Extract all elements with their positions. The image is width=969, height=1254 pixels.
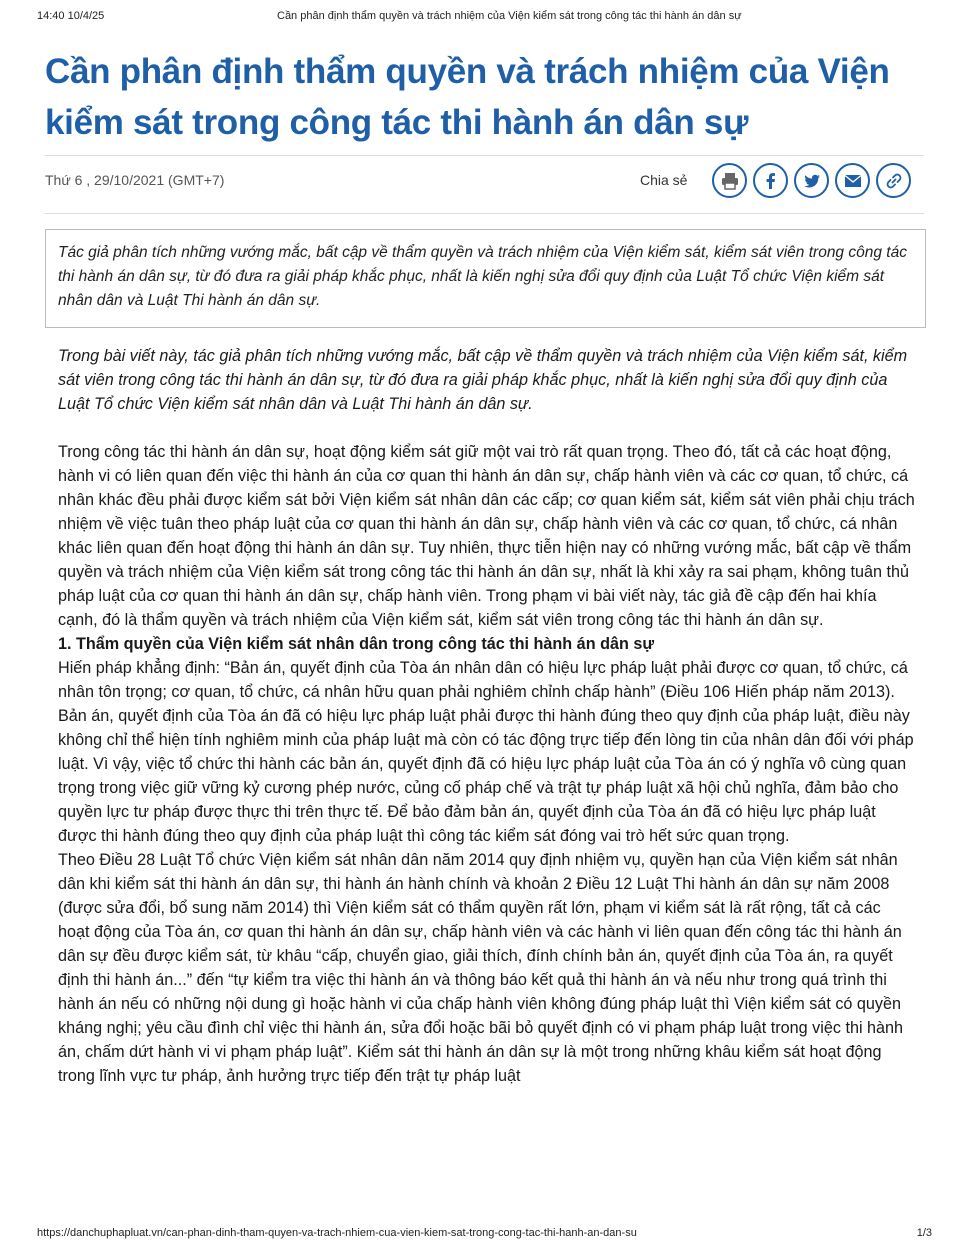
- article-body: [58, 344, 916, 1088]
- twitter-icon: [802, 171, 822, 191]
- twitter-share-button[interactable]: [794, 163, 829, 198]
- article-paragraph: Theo Điều 28 Luật Tổ chức Viện kiểm sát nhân dân năm 2014 quy định nhiệm vụ, quyền hạn của Viện kiểm sát nhân dân khi kiểm sát thi hành án dân sự, thi hành án hành chính và khoản 2 Điều 12 Luật Thi hành án dân sự năm 2008 (được sửa đổi, bổ sung năm 2014) thì Viện kiểm sát có thẩm quyền rất lớn, phạm vi kiểm sát là rất rộng, tất cả các hoạt động của Tòa án, cơ quan thi hành án dân sự, chấp hành viên và các hành vi liên quan đến công tác thi hành án dân sự đều được kiểm sát, từ khâu “cấp, chuyển giao, giải thích, đính chính bản án, quyết định của Tòa án, ra quyết định thi hành án...” đến “tự kiểm tra việc thi hành án và thông báo kết quả thi hành án và nếu như trong quá trình thi hành án nếu có những nội dung gì hoặc hành vi của chấp hành viên không đúng pháp luật thì Viện kiểm sát có quyền kháng nghị; yêu cầu đình chỉ việc thi hành án, sửa đổi hoặc bãi bỏ quyết định có vi phạm pháp luật trong việc thi hành án, chấm dứt hành vi vi phạm pháp luật”. Kiểm sát thi hành án dân sự là một trong những khâu kiểm sát hoạt động trong lĩnh vực tư pháp, ảnh hưởng trực tiếp đến trật tự pháp luật: [58, 851, 904, 1085]
- print-button[interactable]: [712, 163, 747, 198]
- print-doc-title: Cần phân định thẩm quyền và trách nhiệm của Viện kiểm sát trong công tác thi hành án dân sự: [277, 10, 742, 22]
- link-icon: [884, 171, 904, 191]
- print-header: [37, 10, 932, 26]
- share-label: Chia sẻ: [640, 172, 688, 188]
- article-date: Thứ 6 , 29/10/2021 (GMT+7): [45, 172, 225, 188]
- facebook-icon: [761, 171, 781, 191]
- article-paragraph: Trong công tác thi hành án dân sự, hoạt động kiểm sát giữ một vai trò rất quan trọng. Theo đó, tất cả các hoạt động, hành vi có liên quan đến việc thi hành án của cơ quan thi hành án dân sự, chấp hành viên và các cơ quan, tổ chức, cá nhân khác đều phải được kiểm sát bởi Viện kiểm sát nhân dân các cấp; cơ quan kiểm sát, kiểm sát viên phải chịu trách nhiệm về việc tuân theo pháp luật của cơ quan thi hành án dân sự, chấp hành viên và các cơ quan, tổ chức, cá nhân khác liên quan đến hoạt động thi hành án dân sự. Tuy nhiên, thực tiễn hiện nay có những vướng mắc, bất cập về thẩm quyền và trách nhiệm của Viện kiểm sát trong công tác thi hành án dân sự, nhất là khi xảy ra sai phạm, không tuân thủ pháp luật của cơ quan thi hành án dân sự, chấp hành viên. Trong phạm vi bài viết này, tác giả đề cập đến hai khía cạnh, đó là thẩm quyền và trách nhiệm của Viện kiểm sát, kiểm sát viên trong công tác thi hành án dân sự.: [58, 443, 915, 629]
- page-number: 1/3: [916, 1227, 932, 1239]
- section-heading: 1. Thẩm quyền của Viện kiểm sát nhân dân trong công tác thi hành án dân sự: [58, 635, 655, 653]
- article-paragraph: Hiến pháp khẳng định: “Bản án, quyết định của Tòa án nhân dân có hiệu lực pháp luật phải được cơ quan, tổ chức, cá nhân tôn trọng; cơ quan, tổ chức, cá nhân hữu quan phải nghiêm chỉnh chấp hành” (Điều 106 Hiến pháp năm 2013). Bản án, quyết định của Tòa án đã có hiệu lực pháp luật phải được thi hành đúng theo quy định của pháp luật, điều này không chỉ thể hiện tính nghiêm minh của pháp luật mà còn có tác động trực tiếp đến lòng tin của nhân dân đối với pháp luật. Vì vậy, việc tổ chức thi hành các bản án, quyết định đã có hiệu lực pháp luật của Tòa án có ý nghĩa vô cùng quan trọng trong việc giữ vững kỷ cương phép nước, củng cố pháp chế và trật tự pháp luật xã hội chủ nghĩa, đảm bảo cho quyền lực tư pháp được thực thi trên thực tế. Để bảo đảm bản án, quyết định của Tòa án đã có hiệu lực pháp luật được thi hành đúng theo quy định của pháp luật thì công tác kiểm sát đóng vai trò hết sức quan trọng.: [58, 659, 914, 845]
- email-icon: [843, 171, 863, 191]
- print-datetime: 14:40 10/4/25: [37, 10, 105, 22]
- facebook-share-button[interactable]: [753, 163, 788, 198]
- divider: [45, 155, 924, 156]
- share-buttons: [712, 163, 911, 198]
- article-summary: Tác giả phân tích những vướng mắc, bất cập về thẩm quyền và trách nhiệm của Viện kiểm sát, kiểm sát viên trong công tác thi hành án dân sự, từ đó đưa ra giải pháp khắc phục, nhất là kiến nghị sửa đổi quy định của Luật Tổ chức Viện kiểm sát nhân dân và Luật Thi hành án dân sự.: [45, 229, 926, 328]
- article-lead: Trong bài viết này, tác giả phân tích những vướng mắc, bất cập về thẩm quyền và trách nhiệm của Viện kiểm sát, kiểm sát viên trong công tác thi hành án dân sự, từ đó đưa ra giải pháp khắc phục, nhất là kiến nghị sửa đổi quy định của Luật Tổ chức Viện kiểm sát nhân dân và Luật Thi hành án dân sự.: [58, 347, 908, 413]
- page-url: https://danchuphapluat.vn/can-phan-dinh-tham-quyen-va-trach-nhiem-cua-vien-kiem-sat-trong-cong-tac-thi-hanh-an-dan-su: [37, 1227, 637, 1239]
- print-icon: [720, 171, 740, 191]
- email-share-button[interactable]: [835, 163, 870, 198]
- article-title: Cần phân định thẩm quyền và trách nhiệm của Viện kiểm sát trong công tác thi hành án dân sự: [45, 52, 890, 142]
- divider: [45, 213, 924, 214]
- copy-link-button[interactable]: [876, 163, 911, 198]
